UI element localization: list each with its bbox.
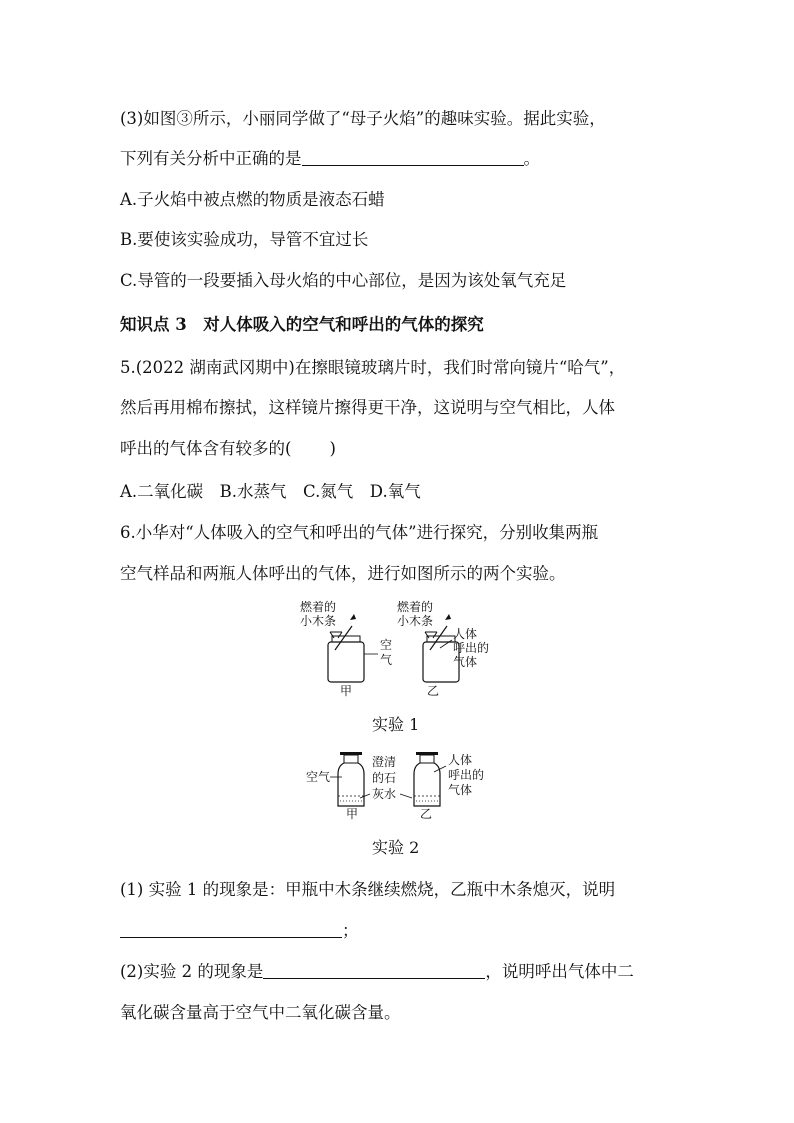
q5-options: A.二氧化碳 B.水蒸气 C.氮气 D.氧气 [120,482,421,501]
bottle-yi-1 [397,599,489,698]
bottle-jia-2 [306,752,364,821]
q5-line1: 5.(2022 湖南武冈期中)在擦眼镜玻璃片时，我们时常向镜片“哈气”， [120,358,626,377]
figure-1-caption: 实验 1 [372,715,420,734]
q5-prompt: 呼出的气体含有较多的( [120,439,292,458]
fig1-left-label-1: 燃着的 [300,600,337,614]
fig2-middle-2: 的石 [372,771,397,785]
fig1-right-gas-1: 人体 [453,627,478,641]
fig1-right-gas-2: 呼出的 [453,641,490,655]
q6-sub2-line2: 氧化碳含量高于空气中二氧化碳含量。 [120,1003,401,1022]
experiment-1-figure [290,598,520,698]
q3-answer-blank[interactable] [302,149,524,166]
figure-2-caption: 实验 2 [372,838,420,857]
q6-sub2-answer-blank[interactable] [263,962,485,979]
fig2-right-bottle: 乙 [420,807,433,821]
fig1-left-label-2: 小木条 [300,614,337,628]
fig1-right-bottle: 乙 [427,684,440,698]
experiment-2-figure [300,748,510,822]
q6-line1: 6.小华对“人体吸入的空气和呼出的气体”进行探究，分别收集两瓶 [120,523,599,542]
bottle-jia-1 [300,599,392,698]
fig2-middle-1: 澄清 [372,755,397,769]
fig1-right-label-1: 燃着的 [397,600,434,614]
q6-sub1-semicolon: ； [342,921,359,940]
fig1-left-bottle: 甲 [340,684,353,698]
q3-option-c: C.导管的一段要插入母火焰的中心部位，是因为该处氧气充足 [120,271,567,290]
q3-line1: (3)如图③所示，小丽同学做了“母子火焰”的趣味实验。据此实验， [120,109,606,128]
q6-sub1-answer-blank[interactable] [120,921,342,938]
q6-sub1-line2 [120,920,359,942]
fig2-right-gas-1: 人体 [448,753,473,767]
fig1-right-label-2: 小木条 [397,614,434,628]
fig1-right-gas-3: 气体 [453,655,478,669]
q6-sub2-prompt: (2)实验 2 的现象是 [120,962,264,981]
q6-sub2-line1 [120,961,634,983]
fig1-left-gas-2: 气 [380,653,393,667]
q5-close-paren: ) [329,439,336,458]
fig1-left-gas-1: 空 [380,638,393,652]
q3-option-b: B.要使该实验成功，导管不宜过长 [120,230,369,249]
q5-line2: 然后再用棉布擦拭，这样镜片擦得更干净，这说明与空气相比，人体 [120,398,615,417]
fig2-left-gas: 空气 [306,770,331,784]
q3-period: 。 [523,149,540,168]
q6-sub1-line1: (1) 实验 1 的现象是：甲瓶中木条继续燃烧，乙瓶中木条熄灭，说明 [120,880,616,899]
bottle-yi-2 [414,752,484,821]
q3-line2 [120,148,540,170]
section-heading: 知识点 3 对人体吸入的空气和呼出的气体的探究 [120,315,484,334]
burning-splint-icon [430,626,447,650]
fig2-left-bottle: 甲 [346,807,359,821]
q6-line2: 空气样品和两瓶人体呼出的气体，进行如图所示的两个实验。 [120,564,566,583]
q6-sub2-tail: ，说明呼出气体中二 [485,962,634,981]
fig2-right-gas-2: 呼出的 [448,768,485,782]
fig2-right-gas-3: 气体 [448,783,473,797]
burning-splint-icon [335,626,352,650]
fig2-middle-3: 灰水 [372,787,397,801]
q3-prompt: 下列有关分析中正确的是 [120,149,302,168]
q5-line3 [120,438,336,460]
q3-option-a: A.子火焰中被点燃的物质是液态石蜡 [120,190,385,209]
